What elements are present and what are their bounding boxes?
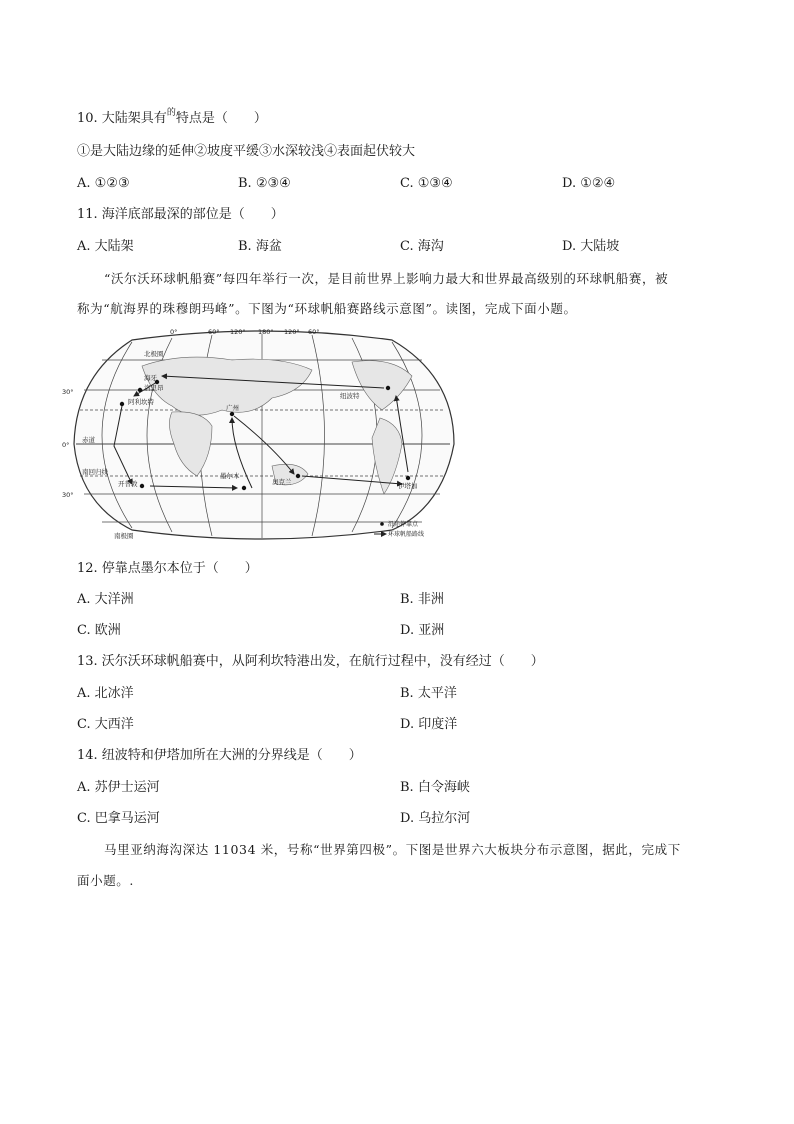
- place-label: 伊塔加: [398, 482, 418, 490]
- place-label: 北极圈: [144, 350, 164, 358]
- sailing-route-map: [62, 326, 462, 548]
- q12-option-c[interactable]: C. 欧洲: [77, 623, 121, 638]
- place-label: 南极圈: [114, 532, 134, 540]
- lon-label: 60°: [308, 328, 320, 336]
- q11-option-d[interactable]: D. 大陆坡: [562, 239, 620, 254]
- place-label: 广州: [226, 404, 239, 412]
- lon-label: 180°: [258, 328, 274, 336]
- lat-label: 0°: [62, 441, 70, 449]
- q10-stem-pre: 10. 大陆架具有: [77, 111, 167, 126]
- q13-option-b[interactable]: B. 太平洋: [400, 686, 457, 701]
- lat-label: 30°: [62, 388, 74, 396]
- lon-label: 60°: [208, 328, 220, 336]
- q10-option-c[interactable]: C. ①③④: [400, 176, 453, 191]
- place-label: 赤道: [82, 436, 95, 444]
- q10-option-d[interactable]: D. ①②④: [562, 176, 616, 191]
- intro1-line2: 称为“航海界的珠穆朗玛峰”。下图为“环球帆船赛路线示意图”。读图，完成下面小题。: [77, 301, 577, 316]
- intro2-line2: 面小题。.: [77, 873, 134, 888]
- lon-label: 0°: [170, 328, 178, 336]
- q12-option-b[interactable]: B. 非洲: [400, 592, 444, 607]
- q14-option-a[interactable]: A. 苏伊士运河: [77, 780, 160, 795]
- q12-option-d[interactable]: D. 亚洲: [400, 623, 445, 638]
- q10-stem-post: 特点是（ ）: [175, 111, 267, 126]
- intro1-line1: “沃尔沃环球帆船赛”每四年举行一次，是目前世界上影响力最大和世界最高级别的环球帆船赛，被: [104, 271, 669, 286]
- place-label: 开普敦: [118, 480, 138, 488]
- q11-stem: 11. 海洋底部最深的部位是（ ）: [77, 207, 284, 222]
- place-label: 墨尔本: [220, 472, 240, 480]
- q12-stem: 12. 停靠点墨尔本位于（ ）: [77, 561, 258, 576]
- intro2-line1: 马里亚纳海沟深达 11034 米，号称“世界第四极”。下图是世界六大板块分布示意图，据此，完成下: [104, 842, 681, 857]
- place-label: 海牙: [144, 374, 157, 382]
- place-label: 纽波特: [340, 392, 360, 400]
- q10-stem-sup: 的: [166, 108, 176, 118]
- q10-stem: [77, 110, 267, 129]
- q13-stem: 13. 沃尔沃环球帆船赛中，从阿利坎特港出发，在航行过程中，没有经过（ ）: [77, 654, 544, 669]
- legend-route-label: 环球帆船路线: [388, 531, 425, 538]
- q10-option-a[interactable]: A. ①②③: [77, 176, 130, 191]
- q10-option-b[interactable]: B. ②③④: [238, 176, 291, 191]
- place-label: 阿利坎特: [128, 398, 154, 406]
- q11-option-b[interactable]: B. 海盆: [238, 239, 282, 254]
- q14-option-d[interactable]: D. 乌拉尔河: [400, 811, 471, 826]
- q13-option-d[interactable]: D. 印度洋: [400, 717, 458, 732]
- place-label: 奥克兰: [272, 478, 292, 486]
- legend-stop-label: 沿途停靠点: [388, 521, 419, 528]
- lon-label: 120°: [284, 328, 300, 336]
- q14-option-c[interactable]: C. 巴拿马运河: [77, 811, 160, 826]
- q11-option-c[interactable]: C. 海沟: [400, 239, 444, 254]
- q12-option-a[interactable]: A. 大洋洲: [77, 592, 134, 607]
- q10-statements: ①是大陆边缘的延伸②坡度平缓③水深较浅④表面起伏较大: [77, 144, 416, 159]
- place-label: 南回归线: [82, 468, 108, 476]
- q14-stem: 14. 纽波特和伊塔加所在大洲的分界线是（ ）: [77, 748, 362, 763]
- lon-label: 120°: [230, 328, 246, 336]
- lat-label: 30°: [62, 491, 74, 499]
- place-label: 洛里昂: [144, 384, 164, 392]
- q13-option-a[interactable]: A. 北冰洋: [77, 686, 134, 701]
- q14-option-b[interactable]: B. 白令海峡: [400, 780, 470, 795]
- q11-option-a[interactable]: A. 大陆架: [77, 239, 134, 254]
- q13-option-c[interactable]: C. 大西洋: [77, 717, 134, 732]
- legend-stop-marker: [380, 522, 384, 526]
